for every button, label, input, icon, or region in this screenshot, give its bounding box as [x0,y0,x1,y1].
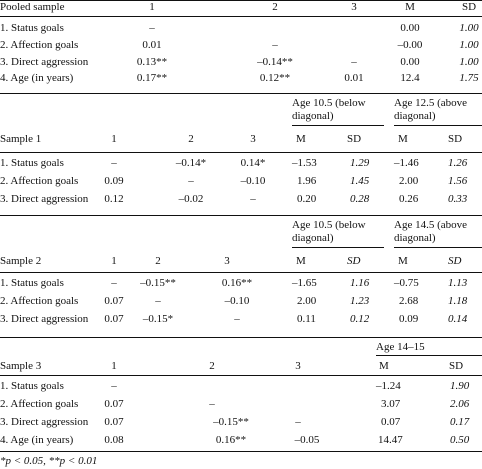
sample3-cell: – [209,398,215,410]
sample2-cell: –0.15** [140,277,176,289]
sample1-sd1: 1.45 [350,175,370,187]
sample2-header-rule [0,272,482,273]
sample2-sd1: 1.16 [350,277,370,289]
sample2-cell: – [155,295,161,307]
sample3-cell: 0.08 [104,434,124,446]
pooled-mean: 0.00 [400,22,420,34]
sample1-header-sd2: SD [448,133,463,145]
sample3-row-label: 1. Status goals [0,380,64,392]
sample2-sd2: 1.13 [448,277,468,289]
sample2-cell: – [234,313,240,325]
pooled-cell: 0.13** [136,56,168,68]
sample2-mean1: 2.00 [297,295,317,307]
sample1-row-label: 2. Affection goals [0,175,79,187]
pooled-mean: 0.00 [400,56,420,68]
sample2-mean2: 0.09 [399,313,419,325]
sample3-header-m: M [379,360,389,372]
sample3-cell: 0.07 [104,416,124,428]
sample3-mean: 0.07 [381,416,401,428]
sample3-header-col3: 3 [295,360,301,372]
sample3-header-col2: 2 [209,360,215,372]
sample1-cell: 0.09 [104,175,124,187]
pooled-mean: 12.4 [400,72,420,84]
sample3-cell: –0.15** [213,416,249,428]
sample3-cell: 0.16** [215,434,247,446]
pooled-header-col3: 3 [351,1,357,13]
table-bottom-rule [0,451,482,452]
sample2-cell: 0.07 [104,295,124,307]
sample3-group-rule [376,355,482,356]
sample2-cell: –0.15* [142,313,174,325]
sample3-header-col1: 1 [111,360,117,372]
sample2-group-b-rule [394,247,482,248]
sample1-sd2: 1.26 [448,157,468,169]
pooled-cell: 0.01 [344,72,364,84]
sample1-group-b: Age 12.5 (above diagonal) [394,97,468,122]
sample2-sd2: 1.18 [448,295,468,307]
pooled-cell: – [272,39,278,51]
pooled-cell: 0.01 [142,39,162,51]
sample2-header-col3: 3 [224,255,230,267]
sample1-cell: –0.14* [175,157,207,169]
sample1-mean2: 2.00 [399,175,419,187]
sample2-header-sd2: SD [448,255,462,267]
pooled-header-label: Pooled sample [0,1,65,13]
pooled-sd: 1.00 [459,22,479,34]
sample3-mean: –1.24 [376,380,401,392]
sample1-row-label: 1. Status goals [0,157,64,169]
sample2-header-col2: 2 [155,255,161,267]
sample1-header-col3: 3 [250,133,256,145]
sample1-mean1: 0.20 [297,193,317,205]
sample1-sd1: 1.29 [350,157,370,169]
sample3-mean: 3.07 [381,398,401,410]
pooled-mean: –0.00 [397,39,423,51]
sample1-header-col2: 2 [188,133,194,145]
pooled-row-label: 2. Affection goals [0,39,79,51]
sample3-sd: 0.50 [450,434,470,446]
sample3-cell: 0.07 [104,398,124,410]
sample1-row-label: 3. Direct aggression [0,193,89,205]
sample2-header-col1: 1 [111,255,117,267]
pooled-row-label: 1. Status goals [0,22,64,34]
sample3-row-label: 2. Affection goals [0,398,79,410]
pooled-sd: 1.75 [459,72,479,84]
sample1-sd2: 0.33 [448,193,468,205]
sample1-mean2: –1.46 [394,157,419,169]
sample2-sd1: 0.12 [350,313,370,325]
sample3-row-label: 4. Age (in years) [0,434,74,446]
sample1-header-sd1: SD [347,133,362,145]
sample2-header-sd1: SD [347,255,361,267]
significance-footnote: *p < 0.05, **p < 0.01 [0,455,98,467]
sample2-mean1: 0.11 [297,313,316,325]
sample1-cell: – [111,157,117,169]
sample2-cell: 0.16** [221,277,253,289]
sample3-sd: 1.90 [450,380,470,392]
sample1-cell: –0.02 [178,193,204,205]
sample1-group-a-rule [292,125,384,126]
sample2-sd2: 0.14 [448,313,468,325]
sample3-group: Age 14–15 [376,341,425,353]
pooled-cell: –0.14** [257,56,293,68]
sample1-mean1: –1.53 [292,157,317,169]
sample2-cell: –0.10 [224,295,250,307]
sample1-header-m1: M [296,133,306,145]
sample2-header-m1: M [296,255,306,267]
sample1-cell: 0.12 [104,193,124,205]
sample2-row-label: 3. Direct aggression [0,313,89,325]
sample2-row-label: 2. Affection goals [0,295,79,307]
sample3-cell: –0.05 [294,434,320,446]
pooled-cell: – [149,22,155,34]
sample3-header-rule [0,375,482,376]
sample2-mean2: 2.68 [399,295,419,307]
sample3-sd: 2.06 [450,398,470,410]
sample1-group-a: Age 10.5 (below diagonal) [292,97,366,122]
pooled-row-label: 4. Age (in years) [0,72,74,84]
sample2-sd1: 1.23 [350,295,370,307]
sample1-top-rule [0,93,482,94]
pooled-sd: 1.00 [459,56,479,68]
pooled-cell: 0.17** [136,72,168,84]
sample2-header-label: Sample 2 [0,255,42,267]
sample2-cell: 0.07 [104,313,124,325]
sample1-sd1: 0.28 [350,193,370,205]
pooled-cell: – [351,56,357,68]
sample2-mean2: –0.75 [394,277,419,289]
pooled-header-sd: SD [461,1,477,13]
sample2-group-b: Age 14.5 (above diagonal) [394,219,468,244]
sample1-cell: 0.14* [240,157,266,169]
sample1-header-m2: M [398,133,408,145]
sample3-header-sd: SD [449,360,464,372]
sample1-cell: –0.10 [240,175,266,187]
pooled-header-col2: 2 [272,1,278,13]
sample3-top-rule [0,337,482,338]
sample1-sd2: 1.56 [448,175,468,187]
sample2-mean1: –1.65 [292,277,317,289]
pooled-header-col1: 1 [149,1,155,13]
sample3-row-label: 3. Direct aggression [0,416,89,428]
sample1-cell: – [188,175,194,187]
sample2-header-m2: M [398,255,408,267]
sample2-top-rule [0,215,482,216]
sample2-group-a-rule [292,247,384,248]
pooled-row-label: 3. Direct aggression [0,56,89,68]
pooled-cell: 0.12** [259,72,291,84]
sample2-row-label: 1. Status goals [0,277,64,289]
pooled-header-rule [0,16,482,17]
sample3-header-label: Sample 3 [0,360,42,372]
sample1-group-b-rule [394,125,482,126]
sample1-header-col1: 1 [111,133,117,145]
sample1-cell: – [250,193,256,205]
sample3-cell: – [295,416,301,428]
sample3-cell: – [111,380,117,392]
sample3-mean: 14.47 [378,434,403,446]
pooled-header-m: M [405,1,415,13]
sample1-mean1: 1.96 [297,175,317,187]
sample1-mean2: 0.26 [399,193,419,205]
sample1-header-rule [0,152,482,153]
sample1-header-label: Sample 1 [0,133,42,145]
sample2-cell: – [111,277,117,289]
sample3-sd: 0.17 [450,416,470,428]
sample2-group-a: Age 10.5 (below diagonal) [292,219,366,244]
pooled-sd: 1.00 [459,39,479,51]
